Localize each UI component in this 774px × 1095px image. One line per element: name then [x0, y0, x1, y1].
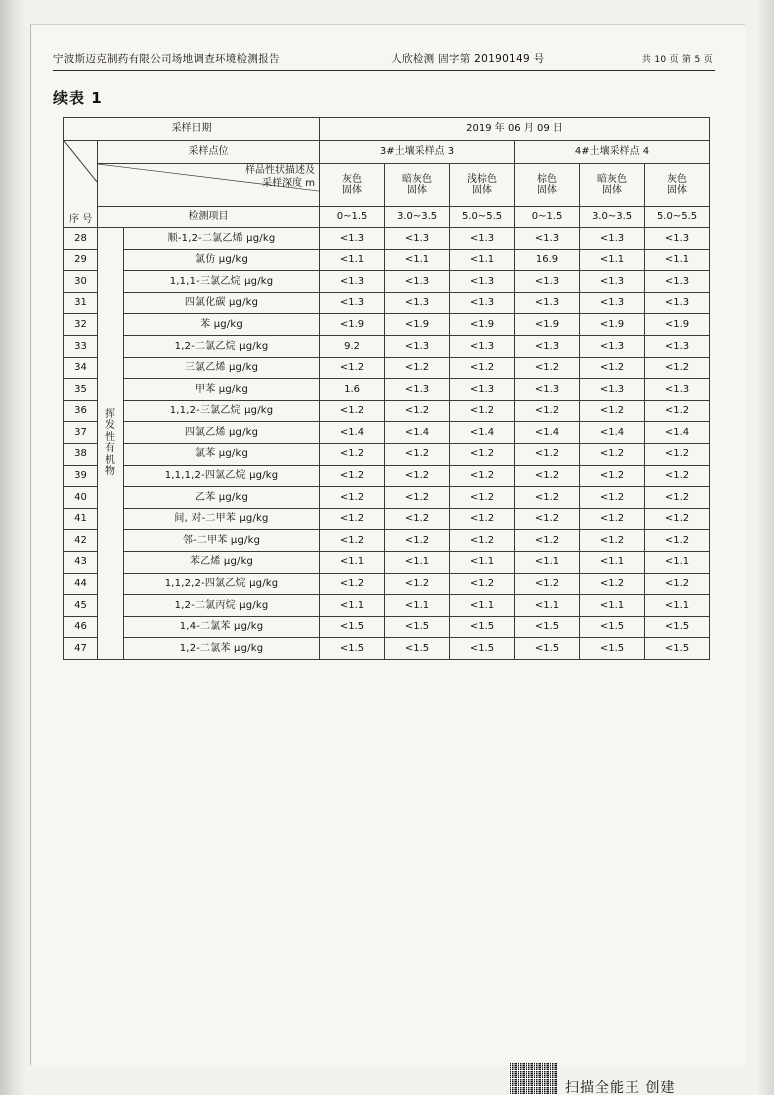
result-value: <1.9 — [580, 314, 645, 336]
result-value: <1.2 — [450, 487, 515, 509]
result-value: <1.5 — [645, 638, 710, 660]
result-value: <1.2 — [645, 400, 710, 422]
result-value: <1.5 — [385, 638, 450, 660]
table-header-date-row — [64, 118, 710, 141]
analyte-name: 1,1,2,2-四氯乙烷 μg/kg — [124, 573, 320, 595]
table-row — [64, 422, 710, 444]
result-value: <1.3 — [320, 228, 385, 250]
table-row — [64, 379, 710, 401]
table-row — [64, 551, 710, 573]
row-index: 47 — [64, 638, 98, 660]
table-row — [64, 400, 710, 422]
result-value: <1.2 — [515, 443, 580, 465]
result-value: <1.3 — [580, 292, 645, 314]
result-value: <1.2 — [580, 465, 645, 487]
table-header-depth-row — [64, 207, 710, 228]
result-value: <1.2 — [320, 530, 385, 552]
row-index: 30 — [64, 271, 98, 293]
result-value: <1.3 — [645, 228, 710, 250]
table-header-site-row — [64, 141, 710, 164]
result-value: <1.1 — [580, 249, 645, 271]
result-value: <1.2 — [515, 573, 580, 595]
analyte-name: 1,1,1,2-四氯乙烷 μg/kg — [124, 465, 320, 487]
table-header-description-row — [64, 164, 710, 207]
group-label-char: 性 — [105, 431, 116, 443]
row-index: 36 — [64, 400, 98, 422]
result-value: <1.5 — [580, 616, 645, 638]
result-value: <1.2 — [515, 400, 580, 422]
result-value: <1.1 — [645, 551, 710, 573]
result-value: <1.5 — [580, 638, 645, 660]
result-value: <1.1 — [515, 595, 580, 617]
paper-sheet — [30, 24, 745, 1095]
result-value: <1.2 — [580, 508, 645, 530]
result-value: <1.1 — [320, 249, 385, 271]
row-index: 33 — [64, 335, 98, 357]
row-index: 32 — [64, 314, 98, 336]
table-row — [64, 335, 710, 357]
sample-description-4: 棕色 固体 — [515, 164, 580, 207]
result-value: <1.5 — [515, 616, 580, 638]
result-value: <1.2 — [320, 465, 385, 487]
result-value: <1.2 — [580, 573, 645, 595]
result-value: <1.3 — [580, 271, 645, 293]
row-index: 31 — [64, 292, 98, 314]
depth-3: 5.0~5.5 — [450, 207, 515, 228]
result-value: <1.1 — [645, 249, 710, 271]
result-value: <1.2 — [450, 400, 515, 422]
result-value: <1.3 — [450, 379, 515, 401]
analyte-name: 1,4-二氯苯 μg/kg — [124, 616, 320, 638]
result-value: <1.3 — [385, 379, 450, 401]
result-value: 9.2 — [320, 335, 385, 357]
result-value: <1.2 — [645, 357, 710, 379]
scan-watermark — [509, 1063, 675, 1095]
analyte-name: 1,2-二氯丙烷 μg/kg — [124, 595, 320, 617]
scan-app-label: 扫描全能王 创建 — [565, 1080, 676, 1095]
table-row — [64, 530, 710, 552]
result-value: <1.2 — [320, 443, 385, 465]
sample-description-1: 灰色 固体 — [320, 164, 385, 207]
result-value: <1.3 — [515, 379, 580, 401]
result-value: <1.3 — [515, 335, 580, 357]
result-value: <1.2 — [385, 508, 450, 530]
table-row — [64, 357, 710, 379]
group-label-char: 机 — [105, 454, 116, 466]
sample-description-3: 浅棕色 固体 — [450, 164, 515, 207]
result-value: <1.1 — [320, 551, 385, 573]
corner-test-item-label: 检测项目 — [98, 207, 320, 228]
result-value: <1.2 — [645, 465, 710, 487]
result-value: <1.2 — [385, 530, 450, 552]
analyte-name: 四氯乙烯 μg/kg — [124, 422, 320, 444]
analyte-name: 1,1,2-三氯乙烷 μg/kg — [124, 400, 320, 422]
result-value: <1.3 — [645, 292, 710, 314]
analyte-name: 邻-二甲苯 μg/kg — [124, 530, 320, 552]
result-value: <1.2 — [385, 357, 450, 379]
table-row — [64, 573, 710, 595]
row-index: 41 — [64, 508, 98, 530]
result-value: <1.3 — [385, 292, 450, 314]
analyte-name: 1,1,1-三氯乙烷 μg/kg — [124, 271, 320, 293]
row-index: 39 — [64, 465, 98, 487]
row-index: 28 — [64, 228, 98, 250]
depth-2: 3.0~3.5 — [385, 207, 450, 228]
header-divider — [53, 70, 715, 71]
result-value: <1.9 — [515, 314, 580, 336]
result-value: <1.4 — [385, 422, 450, 444]
results-table — [63, 117, 710, 660]
row-index: 37 — [64, 422, 98, 444]
result-value: <1.2 — [580, 487, 645, 509]
analyte-name: 四氯化碳 μg/kg — [124, 292, 320, 314]
label-sampling-date: 采样日期 — [64, 118, 320, 141]
result-value: <1.2 — [580, 400, 645, 422]
row-index: 38 — [64, 443, 98, 465]
result-value: <1.1 — [385, 595, 450, 617]
sample-description-2: 暗灰色 固体 — [385, 164, 450, 207]
result-value: <1.2 — [450, 573, 515, 595]
result-value: <1.2 — [645, 530, 710, 552]
result-value: <1.3 — [515, 228, 580, 250]
result-value: <1.2 — [580, 530, 645, 552]
result-value: <1.9 — [320, 314, 385, 336]
site-label-4: 4#土壤采样点 4 — [515, 141, 710, 164]
table-row — [64, 228, 710, 250]
row-index: 35 — [64, 379, 98, 401]
result-value: <1.2 — [645, 573, 710, 595]
result-value: <1.2 — [515, 508, 580, 530]
header-company: 宁波斯迈克制药有限公司场地调查环境检测报告 — [53, 53, 280, 65]
result-value: <1.3 — [385, 335, 450, 357]
group-label-char: 有 — [105, 443, 116, 455]
row-label-no: 序 号 — [69, 213, 93, 225]
row-index: 34 — [64, 357, 98, 379]
result-value: <1.2 — [450, 508, 515, 530]
table-row — [64, 249, 710, 271]
row-index: 44 — [64, 573, 98, 595]
result-value: <1.1 — [515, 551, 580, 573]
table-row — [64, 487, 710, 509]
table-row — [64, 638, 710, 660]
result-value: <1.2 — [515, 357, 580, 379]
result-value: <1.2 — [580, 357, 645, 379]
analyte-group-label — [98, 228, 124, 660]
result-value: <1.3 — [450, 271, 515, 293]
result-value: <1.2 — [645, 487, 710, 509]
row-index: 29 — [64, 249, 98, 271]
header-pagination: 共 10 页 第 5 页 — [641, 55, 713, 65]
row-index: 46 — [64, 616, 98, 638]
table-row — [64, 508, 710, 530]
result-value: <1.3 — [320, 271, 385, 293]
result-value: <1.9 — [385, 314, 450, 336]
result-value: <1.5 — [385, 616, 450, 638]
result-value: <1.2 — [385, 443, 450, 465]
analyte-name: 氯苯 μg/kg — [124, 443, 320, 465]
result-value: 1.6 — [320, 379, 385, 401]
result-value: <1.4 — [645, 422, 710, 444]
corner-diagonal-cell — [64, 141, 98, 228]
analyte-name: 三氯乙烯 μg/kg — [124, 357, 320, 379]
result-value: <1.1 — [450, 595, 515, 617]
result-value: <1.2 — [385, 465, 450, 487]
result-value: <1.4 — [320, 422, 385, 444]
result-value: <1.4 — [450, 422, 515, 444]
table-row — [64, 271, 710, 293]
result-value: <1.2 — [385, 400, 450, 422]
result-value: <1.3 — [450, 228, 515, 250]
result-value: <1.2 — [320, 508, 385, 530]
result-value: <1.3 — [580, 379, 645, 401]
corner-description-label: 样品性状描述及 采样深度 m — [245, 165, 316, 189]
result-value: <1.3 — [450, 292, 515, 314]
analyte-name: 1,2-二氯苯 μg/kg — [124, 638, 320, 660]
result-value: <1.3 — [515, 292, 580, 314]
result-value: <1.2 — [450, 357, 515, 379]
result-value: <1.1 — [645, 595, 710, 617]
result-value: <1.3 — [645, 335, 710, 357]
depth-5: 3.0~3.5 — [580, 207, 645, 228]
result-value: <1.1 — [450, 551, 515, 573]
site-label-3: 3#土壤采样点 3 — [320, 141, 515, 164]
result-value: <1.1 — [385, 249, 450, 271]
result-value: <1.3 — [515, 271, 580, 293]
result-value: <1.1 — [450, 249, 515, 271]
result-value: <1.5 — [320, 616, 385, 638]
result-value: <1.1 — [580, 595, 645, 617]
result-value: <1.5 — [515, 638, 580, 660]
result-value: <1.3 — [580, 335, 645, 357]
result-value: <1.2 — [645, 443, 710, 465]
page-header — [53, 51, 713, 66]
value-sampling-date: 2019 年 06 月 09 日 — [320, 118, 710, 141]
result-value: <1.4 — [515, 422, 580, 444]
result-value: <1.3 — [580, 228, 645, 250]
result-value: <1.3 — [645, 379, 710, 401]
row-index: 40 — [64, 487, 98, 509]
result-value: <1.2 — [320, 357, 385, 379]
analyte-name: 苯乙烯 μg/kg — [124, 551, 320, 573]
result-value: <1.3 — [385, 228, 450, 250]
result-value: <1.2 — [515, 465, 580, 487]
analyte-name: 甲苯 μg/kg — [124, 379, 320, 401]
result-value: <1.9 — [450, 314, 515, 336]
sample-description-6: 灰色 固体 — [645, 164, 710, 207]
result-value: <1.5 — [450, 616, 515, 638]
result-value: <1.5 — [320, 638, 385, 660]
table-row — [64, 595, 710, 617]
analyte-name: 间, 对-二甲苯 μg/kg — [124, 508, 320, 530]
result-value: <1.3 — [645, 271, 710, 293]
analyte-name: 1,2-二氯乙烷 μg/kg — [124, 335, 320, 357]
result-value: <1.3 — [320, 292, 385, 314]
result-value: <1.1 — [580, 551, 645, 573]
group-label-char: 物 — [105, 466, 116, 478]
row-index: 42 — [64, 530, 98, 552]
table-row — [64, 616, 710, 638]
result-value: <1.2 — [450, 465, 515, 487]
table-row — [64, 465, 710, 487]
analyte-name: 顺-1,2-二氯乙烯 μg/kg — [124, 228, 320, 250]
result-value: 16.9 — [515, 249, 580, 271]
result-value: <1.2 — [320, 487, 385, 509]
label-sampling-site: 采样点位 — [98, 141, 320, 164]
result-value: <1.4 — [580, 422, 645, 444]
sample-description-5: 暗灰色 固体 — [580, 164, 645, 207]
corner-item-cell — [98, 164, 320, 207]
group-label-char: 发 — [105, 420, 116, 432]
result-value: <1.1 — [320, 595, 385, 617]
table-row — [64, 314, 710, 336]
result-value: <1.2 — [320, 573, 385, 595]
result-value: <1.2 — [450, 443, 515, 465]
analyte-name: 苯 μg/kg — [124, 314, 320, 336]
row-index: 43 — [64, 551, 98, 573]
table-row — [64, 443, 710, 465]
result-value: <1.5 — [645, 616, 710, 638]
result-value: <1.5 — [450, 638, 515, 660]
group-label-char: 挥 — [105, 408, 116, 420]
page-title: 续表 1 — [53, 89, 103, 107]
result-value: <1.9 — [645, 314, 710, 336]
result-value: <1.2 — [645, 508, 710, 530]
analyte-name: 乙苯 μg/kg — [124, 487, 320, 509]
depth-6: 5.0~5.5 — [645, 207, 710, 228]
result-value: <1.2 — [320, 400, 385, 422]
result-value: <1.3 — [385, 271, 450, 293]
result-value: <1.2 — [450, 530, 515, 552]
table-row — [64, 292, 710, 314]
analyte-name: 氯仿 μg/kg — [124, 249, 320, 271]
result-value: <1.2 — [385, 573, 450, 595]
depth-1: 0~1.5 — [320, 207, 385, 228]
result-value: <1.1 — [385, 551, 450, 573]
row-index: 45 — [64, 595, 98, 617]
result-value: <1.3 — [450, 335, 515, 357]
result-value: <1.2 — [385, 487, 450, 509]
result-value: <1.2 — [580, 443, 645, 465]
header-report-no: 人欣检测 固字第 20190149 号 — [391, 53, 545, 65]
result-value: <1.2 — [515, 530, 580, 552]
qr-code-icon — [509, 1063, 557, 1095]
result-value: <1.2 — [515, 487, 580, 509]
depth-4: 0~1.5 — [515, 207, 580, 228]
